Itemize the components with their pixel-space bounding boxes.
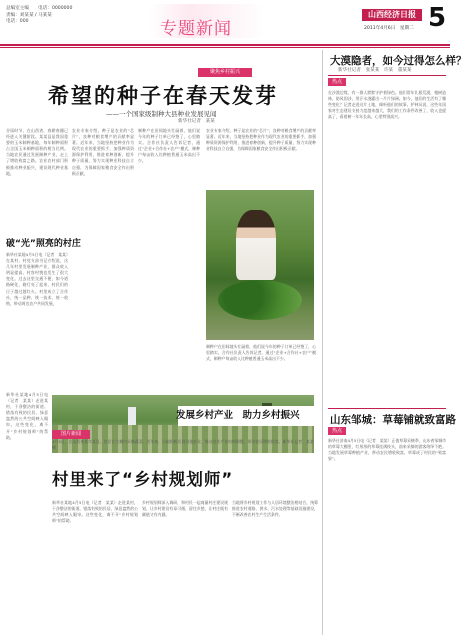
photo-vegetables [218, 280, 302, 320]
paper-name: 山西经济日报 [362, 9, 422, 21]
right-tag-2: 热点 [328, 427, 346, 435]
subsection-heading: 破“光”照亮的村庄 [6, 239, 81, 249]
right-headline-2: 山东邹城：草莓铺就致富路 [330, 414, 456, 426]
issue-date: 2011年4月6日 星期二 [364, 26, 414, 31]
right-rule [328, 75, 446, 76]
article-column: 农业专家介绍，种子是农业的“芯片”，良种对粮食增产的贡献率显著。近年来，当地坚持把种业作为现代农业的重要抓手，加强种质资源保护利用，推进育种创新，提升种子质量，努力实现种业科技自立自强，为保障国家粮食安全作出积极贡献。 [72, 128, 134, 176]
article-column: 新华社某地4月5日电（记者 某某）走进某村，干净整洁的街道、错落有致的民居、绿意盎然的公共空间映入眼帘。这些变化，离不开“乡村规划师”的帮助。 [6, 392, 48, 440]
section-kicker: 聚焦乡村振兴 [198, 68, 252, 77]
right-article-column: 在沙漠边缘，有一群人默默守护着绿色。他们常年扎根荒漠，植树造林，防风固沙，用汗水浇灌出一片片绿洲。如今，他们的生活有了哪些变化？记者走进这片土地，倾听他们的故事。护林员说，这些年国家对生态建设支持力度越来越大，我们的工作条件改善了，收入也提高了，看着树一年年长高，心里特别高兴。 [328, 90, 446, 120]
main-subhead: ——一个国家级制种大县种业发展见闻 [106, 110, 217, 118]
masthead-info-line: 电话：000 [6, 19, 29, 24]
right-byline: 新华社记者 张某某 许某 董某某 [338, 68, 412, 73]
photo-person [236, 210, 276, 280]
masthead-info [6, 6, 72, 26]
article-column: 乡村规划师深入调研，和村民一起商量村庄建设规划，让乡村建设有章可循，留住乡愁，让村庄既有颜值又有内涵。 [142, 500, 228, 518]
header-rule [0, 44, 450, 46]
right-rule [328, 408, 446, 409]
article-column: 制种户在田间地头忙碌着，他们说今年的种子订单已经签了，心里踏实。合作社负责人告诉记者，通过“企业+合作社+农户”模式，制种户每亩收入比种植普通玉米高出不少。 [206, 344, 316, 362]
column-divider [322, 50, 323, 635]
photo-news-label: 图片新闻 [52, 430, 90, 439]
masthead-info-line: 总编室主编 电话：0000000 [6, 6, 73, 11]
topic-label: 专题新闻 [160, 19, 232, 39]
right-article-column: 新华社济南4月5日电（记者 某某）正值草莓采摘季，山东省邹城市的草莓大棚里，红彤彤的草莓挂满枝头，前来采摘的游客络绎不绝。当地发展草莓种植产业，带动农民增收致富，草莓成了村民的“致富果”。 [328, 438, 446, 462]
right-tag: 热点 [328, 78, 346, 86]
page-number: 5 [428, 3, 447, 33]
article-column: 制种户在田间地头忙碌着，他们说今年的种子订单已经签了，心里踏实。合作社负责人告诉记者，通过“企业+合作社+农户”模式，制种户每亩收入比种植普通玉米高出不少。 [138, 128, 200, 164]
header-rule-thin [0, 47, 450, 48]
photo-figure [128, 407, 136, 425]
main-headline: 希望的种子在春天发芽 [48, 84, 278, 108]
masthead-info-line: 责编：刘某某 / 马某某 [6, 12, 52, 18]
article-column: 新华社某地4月5日电（记者 某某）走进某村，干净整洁的街道、错落有致的民居、绿意盎然的公共空间映入眼帘。这些变化，离不开“乡村规划师”的帮助。 [52, 500, 138, 524]
right-headline: 大漠隐者，如今过得怎么样？ [330, 55, 467, 67]
photo-caption-title: 发展乡村产业 助力乡村振兴 [176, 410, 300, 421]
news-photo-woman-vegetables [206, 190, 314, 340]
article-column: 新华社某地4月5日电（记者 某某）在某村，村党支部书记介绍说，这几年村里发展制种产业，群众收入明显提高，村容村貌也发生了很大变化。过去这里交通不便，如今道路硬化，路灯亮了起来，村民们的日子越过越红火。村里成立了合作社，统一品种、统一技术、统一收购，带动周边农户共同发展。 [6, 252, 68, 306]
second-headline: 村里来了“乡村规划师” [52, 470, 234, 489]
article-column: 当地将乡村规划工作与人居环境整治相结合，统筹推进农村道路、供水、污水处理等基础设施建设，不断改善农村生产生活条件。 [232, 500, 318, 518]
photo-caption: 4月5日，在山西省某市某县，农民在大棚内采摘蔬菜。近年来，当地积极发展设施农业，推动农业产业结构调整，带动农民增收致富。新华社记者 某某 摄 [52, 439, 318, 450]
article-column: 农业专家介绍，种子是农业的“芯片”，良种对粮食增产的贡献率显著。近年来，当地坚持把种业作为现代农业的重要抓手，加强种质资源保护利用，推进育种创新，提升种子质量，努力实现种业科技自立自强，为保障国家粮食安全作出积极贡献。 [206, 128, 316, 152]
article-column: 谷雨时节，在山西省，春耕春播已经进入关键阶段。某某县是我国重要的玉米制种基地，每年制种面积占全国玉米制种面积的相当比例。当地农民通过发展制种产业，走上了增收致富之路。农业农村部门积极推动种业振兴，建设现代种业基地。 [6, 128, 68, 176]
main-byline: 新华社记者 某某 [178, 119, 215, 124]
